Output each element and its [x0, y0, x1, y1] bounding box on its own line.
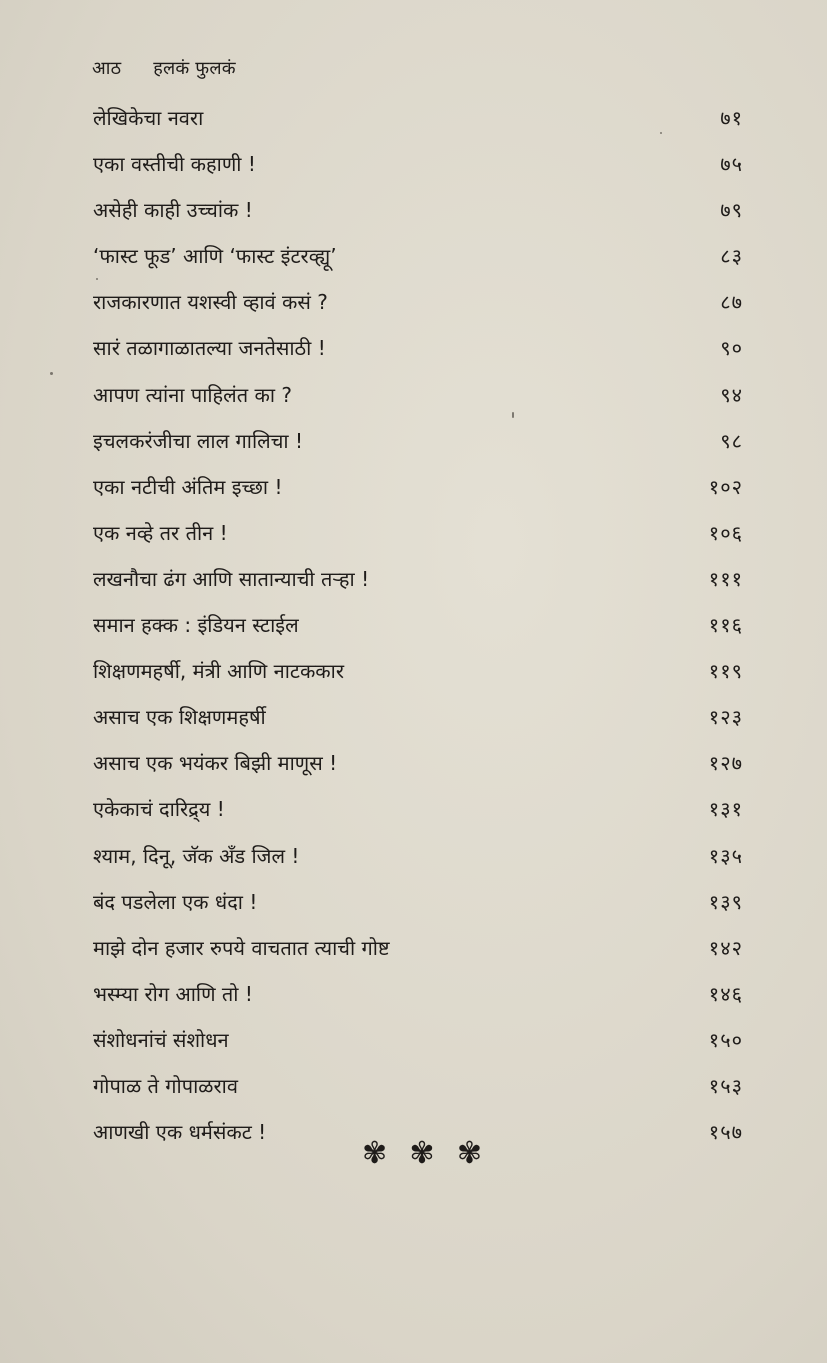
- toc-entry-page-number: ७१: [720, 106, 743, 130]
- toc-entry-page-number: ७५: [720, 152, 743, 177]
- toc-entry-page-number: १३१: [708, 797, 743, 822]
- toc-entry-title: इचलकरंजीचा लाल गालिचा !: [93, 428, 303, 453]
- toc-entry-title: राजकारणात यशस्वी व्हावं कसं ?: [93, 290, 328, 315]
- paper-speck: [660, 132, 662, 134]
- floral-ornament-icon: ✾: [409, 1136, 435, 1171]
- header-book-title: हलकं फुलकं: [153, 58, 236, 79]
- toc-entry-page-number: १४२: [708, 935, 743, 960]
- toc-entry-title: आपण त्यांना पाहिलंत का ?: [93, 382, 293, 407]
- toc-entry: [93, 519, 743, 565]
- toc-entry-page-number: ९०: [720, 336, 743, 361]
- toc-entry-page-number: ८३: [720, 244, 743, 269]
- toc-entry: [93, 703, 743, 749]
- toc-entry-page-number: ९४: [720, 382, 743, 407]
- toc-entry-page-number: १२७: [708, 751, 743, 776]
- toc-entry-title: माझे दोन हजार रुपये वाचतात त्याची गोष्ट: [93, 935, 390, 960]
- running-head: [92, 56, 236, 80]
- toc-entry-title: एक नव्हे तर तीन !: [93, 520, 228, 545]
- floral-ornament-icon: ✾: [362, 1136, 388, 1171]
- toc-entry: [93, 934, 743, 980]
- toc-entry-title: सारं तळागाळातल्या जनतेसाठी !: [93, 336, 326, 361]
- floral-ornament-icon: ✾: [456, 1136, 482, 1171]
- toc-entry: [93, 381, 743, 427]
- toc-entry-page-number: १५७: [708, 1120, 743, 1145]
- toc-entry: [93, 334, 743, 380]
- toc-entry-title: समान हक्क : इंडियन स्टाईल: [93, 613, 299, 638]
- paper-speck: [50, 372, 53, 375]
- toc-entry-title: आणखी एक धर्मसंकट !: [93, 1120, 267, 1145]
- toc-entry-page-number: १११: [708, 566, 743, 591]
- toc-entry: [93, 888, 743, 934]
- toc-entry-title: लेखिकेचा नवरा: [93, 106, 204, 130]
- toc-entry-page-number: ७९: [720, 198, 743, 223]
- toc-entry-title: भस्म्या रोग आणि तो !: [93, 981, 253, 1006]
- toc-entry-title: शिक्षणमहर्षी, मंत्री आणि नाटककार: [93, 659, 345, 684]
- paper-speck: [96, 278, 98, 280]
- toc-entry-page-number: ११९: [708, 659, 743, 684]
- toc-entry-page-number: १४६: [708, 981, 743, 1006]
- toc-entry-title: असाच एक भयंकर बिझी माणूस !: [93, 751, 338, 776]
- toc-entry-title: संशोधनांचं संशोधन: [93, 1027, 229, 1052]
- toc-entry: [93, 473, 743, 519]
- toc-entry-page-number: १३५: [708, 843, 743, 868]
- toc-entry-page-number: १५३: [708, 1073, 743, 1098]
- toc-entry: [93, 842, 743, 888]
- toc-entry-title: गोपाळ ते गोपाळराव: [93, 1073, 238, 1098]
- closing-ornament: [362, 1134, 482, 1174]
- toc-entry-page-number: ९८: [720, 428, 743, 453]
- toc-entry-page-number: १५०: [708, 1027, 743, 1052]
- toc-entry-title: असाच एक शिक्षणमहर्षी: [93, 705, 266, 730]
- toc-entry: [93, 196, 743, 242]
- toc-entry-page-number: ११६: [708, 613, 743, 638]
- table-of-contents: [93, 104, 743, 1164]
- toc-entry: [93, 795, 743, 841]
- toc-entry: [93, 611, 743, 657]
- toc-entry-title: बंद पडलेला एक धंदा !: [93, 889, 258, 914]
- toc-entry: [93, 657, 743, 703]
- toc-entry: [93, 1072, 743, 1118]
- toc-entry: [93, 427, 743, 473]
- header-page-number: आठ: [92, 58, 122, 79]
- toc-entry-title: एका वस्तीची कहाणी !: [93, 152, 256, 177]
- toc-entry: [93, 288, 743, 334]
- toc-entry: [93, 104, 743, 150]
- toc-entry-title: एकेकाचं दारिद्र्य !: [93, 797, 225, 822]
- toc-entry-title: एका नटीची अंतिम इच्छा !: [93, 474, 283, 499]
- toc-entry-page-number: १०६: [708, 520, 743, 545]
- toc-entry: [93, 1026, 743, 1072]
- toc-entry: [93, 150, 743, 196]
- toc-entry-title: ‘फास्ट फूड’ आणि ‘फास्ट इंटरव्ह्यू’: [93, 244, 337, 269]
- toc-entry-page-number: ८७: [720, 290, 743, 315]
- toc-entry-title: श्याम, दिनू, जॅक अँड जिल !: [93, 843, 300, 868]
- toc-entry-page-number: १३९: [708, 889, 743, 914]
- paper-speck: [512, 412, 514, 418]
- toc-entry-title: असेही काही उच्चांक !: [93, 198, 253, 223]
- toc-entry: [93, 565, 743, 611]
- toc-entry: [93, 980, 743, 1026]
- toc-entry: [93, 242, 743, 288]
- toc-entry-title: लखनौचा ढंग आणि सातान्याची तऱ्हा !: [93, 566, 370, 591]
- toc-entry-page-number: १२३: [708, 705, 743, 730]
- toc-entry: [93, 749, 743, 795]
- toc-entry-page-number: १०२: [708, 474, 743, 499]
